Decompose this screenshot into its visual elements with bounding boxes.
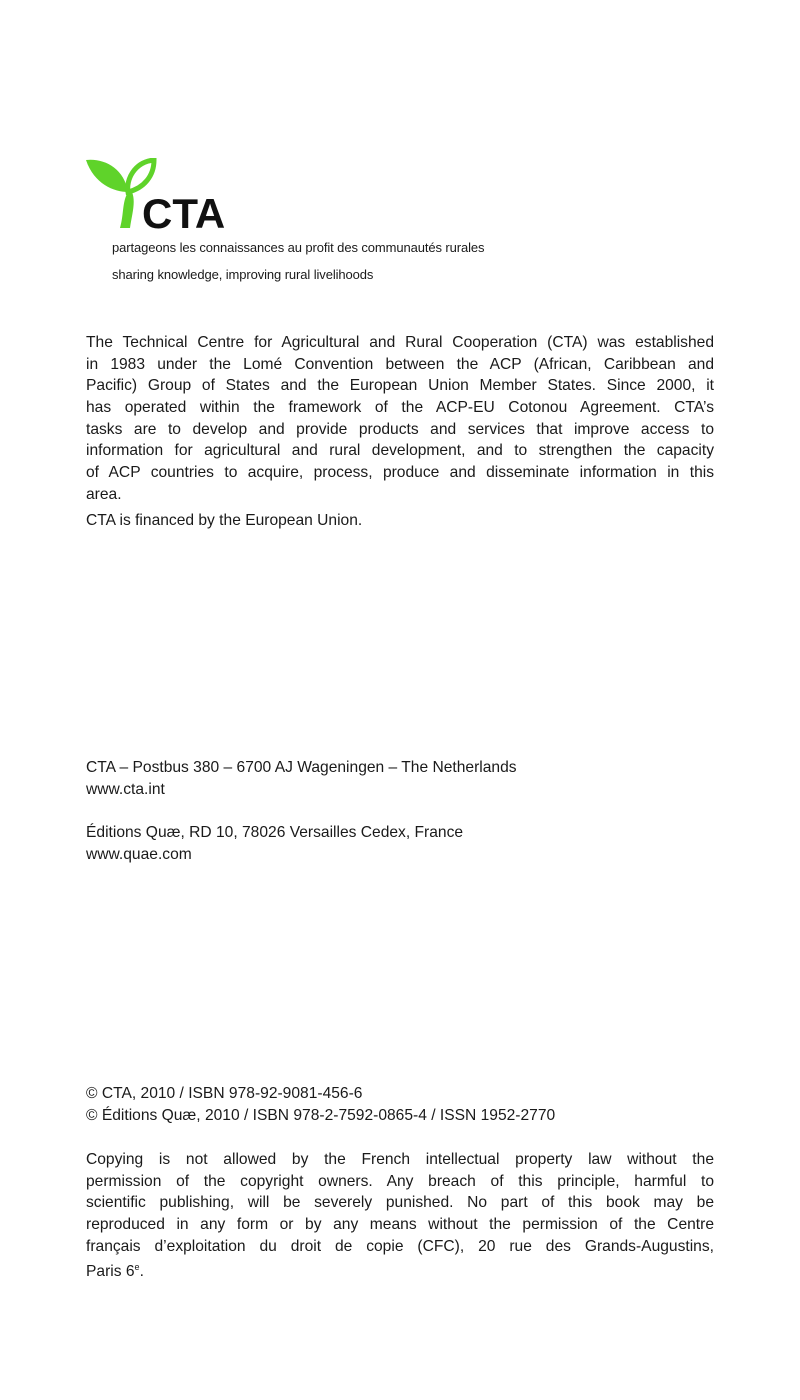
financed-statement: CTA is financed by the European Union. (86, 511, 363, 529)
svg-text:CTA: CTA (142, 190, 226, 230)
legal-last-end: . (139, 1263, 144, 1281)
cta-url: www.cta.int (86, 780, 165, 798)
intro-line: The Technical Centre for Agricultural and Rural Cooperation (CTA) was established (86, 334, 714, 351)
legal-last-text: Paris 6 (86, 1263, 135, 1281)
legal-line: reproduced in any form or by any means without the permission of the Centre (86, 1216, 714, 1234)
intro-line: tasks are to develop and provide products and services that improve access to (86, 420, 714, 438)
quae-url: www.quae.com (86, 845, 192, 863)
intro-line: of ACP countries to acquire, process, produce and disseminate information in this (86, 464, 714, 482)
copyright-quae: © Éditions Quæ, 2010 / ISBN 978-2-7592-0865-4 / ISSN 1952-2770 (86, 1106, 556, 1124)
intro-line: has operated within the framework of the ACP-EU Cotonou Agreement. CTA’s (86, 399, 714, 417)
legal-line: scientific publishing, will be severely punished. No part of this book may be (86, 1194, 714, 1212)
legal-line (86, 1257, 714, 1279)
legal-line: permission of the copyright owners. Any breach of this principle, harmful to (86, 1172, 714, 1190)
quae-address: Éditions Quæ, RD 10, 78026 Versailles Cedex, France (86, 824, 464, 841)
tagline-french: partageons les connaissances au profit des communautés rurales (112, 240, 485, 255)
legal-line: Copying is not allowed by the French intellectual property law without the (86, 1151, 714, 1168)
intro-line: Pacific) Group of States and the European Union Member States. Since 2000, it (86, 377, 714, 395)
intro-line: in 1983 under the Lomé Convention between the ACP (African, Caribbean and (86, 355, 714, 373)
quae-address-block (86, 822, 714, 865)
intro-line: information for agricultural and rural development, and to strengthen the capacity (86, 442, 714, 460)
intro-line: area. (86, 485, 122, 503)
legal-paragraph (86, 1149, 714, 1279)
copyright-cta: © CTA, 2010 / ISBN 978-92-9081-456-6 (86, 1085, 363, 1102)
cta-address: CTA – Postbus 380 – 6700 AJ Wageningen – The Netherlands (86, 759, 517, 776)
legal-line: français d’exploitation du droit de copie (CFC), 20 rue des Grands-Augustins, (86, 1237, 714, 1255)
tagline-english: sharing knowledge, improving rural livelihoods (112, 267, 374, 282)
cta-address-block (86, 757, 714, 800)
seedling-icon (84, 158, 244, 230)
legal-superscript: e (134, 1262, 140, 1273)
cta-logo (84, 158, 244, 230)
copyright-block (86, 1083, 714, 1126)
intro-paragraph (86, 332, 714, 531)
